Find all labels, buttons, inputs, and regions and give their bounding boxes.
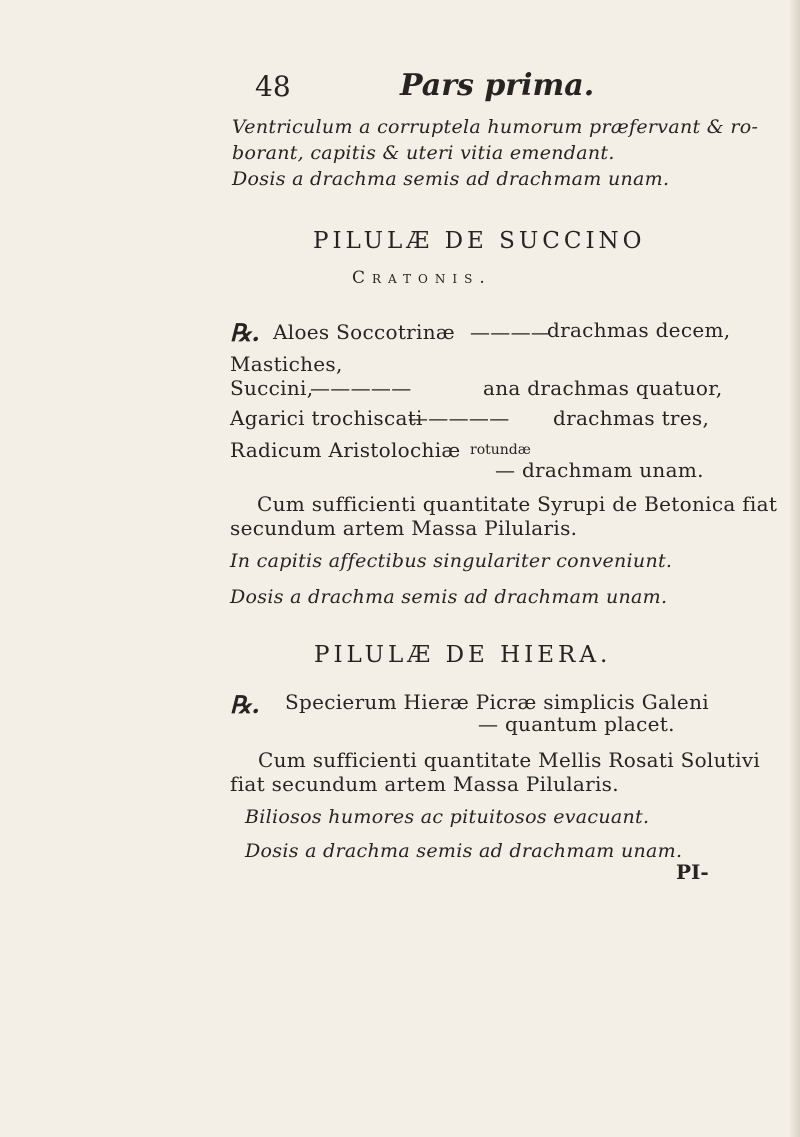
intro-line-1: Ventriculum a corruptela humorum præfervant & ro-	[232, 116, 759, 138]
ingredient-aloes: Aloes Soccotrinæ	[273, 320, 455, 344]
dash: —————	[408, 406, 510, 430]
ingredient-mastiches: Mastiches,	[230, 352, 343, 376]
dose-note: Dosis a drachma semis ad drachmam unam.	[245, 840, 683, 862]
preparation-line-1: Cum sufficienti quantitate Syrupi de Betonica fiat	[257, 492, 778, 516]
page-number: 48	[255, 70, 291, 103]
preparation-line-1: Cum sufficienti quantitate Mellis Rosati Solutivi	[258, 748, 761, 772]
recipe-symbol: ℞.	[230, 318, 260, 347]
amount-radicum: — drachmam unam.	[495, 458, 704, 482]
ingredient-radicum-rotundae: rotundæ	[470, 442, 531, 458]
amount-hiera-picra: — quantum placet.	[478, 712, 675, 736]
intro-line-2: borant, capitis & uteri vitia emendant.	[232, 142, 615, 164]
preparation-line-2: fiat secundum artem Massa Pilularis.	[230, 772, 619, 796]
amount-succini: ana drachmas quatuor,	[483, 376, 723, 400]
preparation-line-2: secundum artem Massa Pilularis.	[230, 516, 578, 540]
ingredient-radicum: Radicum Aristolochiæ	[230, 438, 461, 462]
section-title-succino: PILULÆ DE SUCCINO	[313, 228, 646, 254]
usage-note: Biliosos humores ac pituitosos evacuant.	[245, 806, 650, 828]
page-edge	[790, 0, 800, 1137]
ingredient-hiera-picra: Specierum Hieræ Picræ simplicis Galeni	[285, 690, 709, 714]
dash: —————	[310, 376, 412, 400]
ingredient-succini: Succini,	[230, 376, 314, 400]
amount-agarici: drachmas tres,	[553, 406, 710, 430]
usage-note: In capitis affectibus singulariter conveniunt.	[230, 550, 673, 572]
catchword: PI-	[676, 860, 709, 884]
dose-note: Dosis a drachma semis ad drachmam unam.	[230, 586, 668, 608]
section-subtitle-cratonis: Cratonis.	[352, 268, 492, 288]
dash: ————	[470, 320, 552, 344]
intro-dose: Dosis a drachma semis ad drachmam unam.	[232, 168, 670, 190]
ingredient-agarici: Agarici trochiscati	[230, 406, 423, 430]
recipe-symbol: ℞.	[230, 690, 260, 719]
amount-aloes: drachmas decem,	[547, 318, 731, 342]
running-title: Pars prima.	[400, 68, 595, 103]
section-title-hiera: PILULÆ DE HIERA.	[314, 642, 612, 668]
